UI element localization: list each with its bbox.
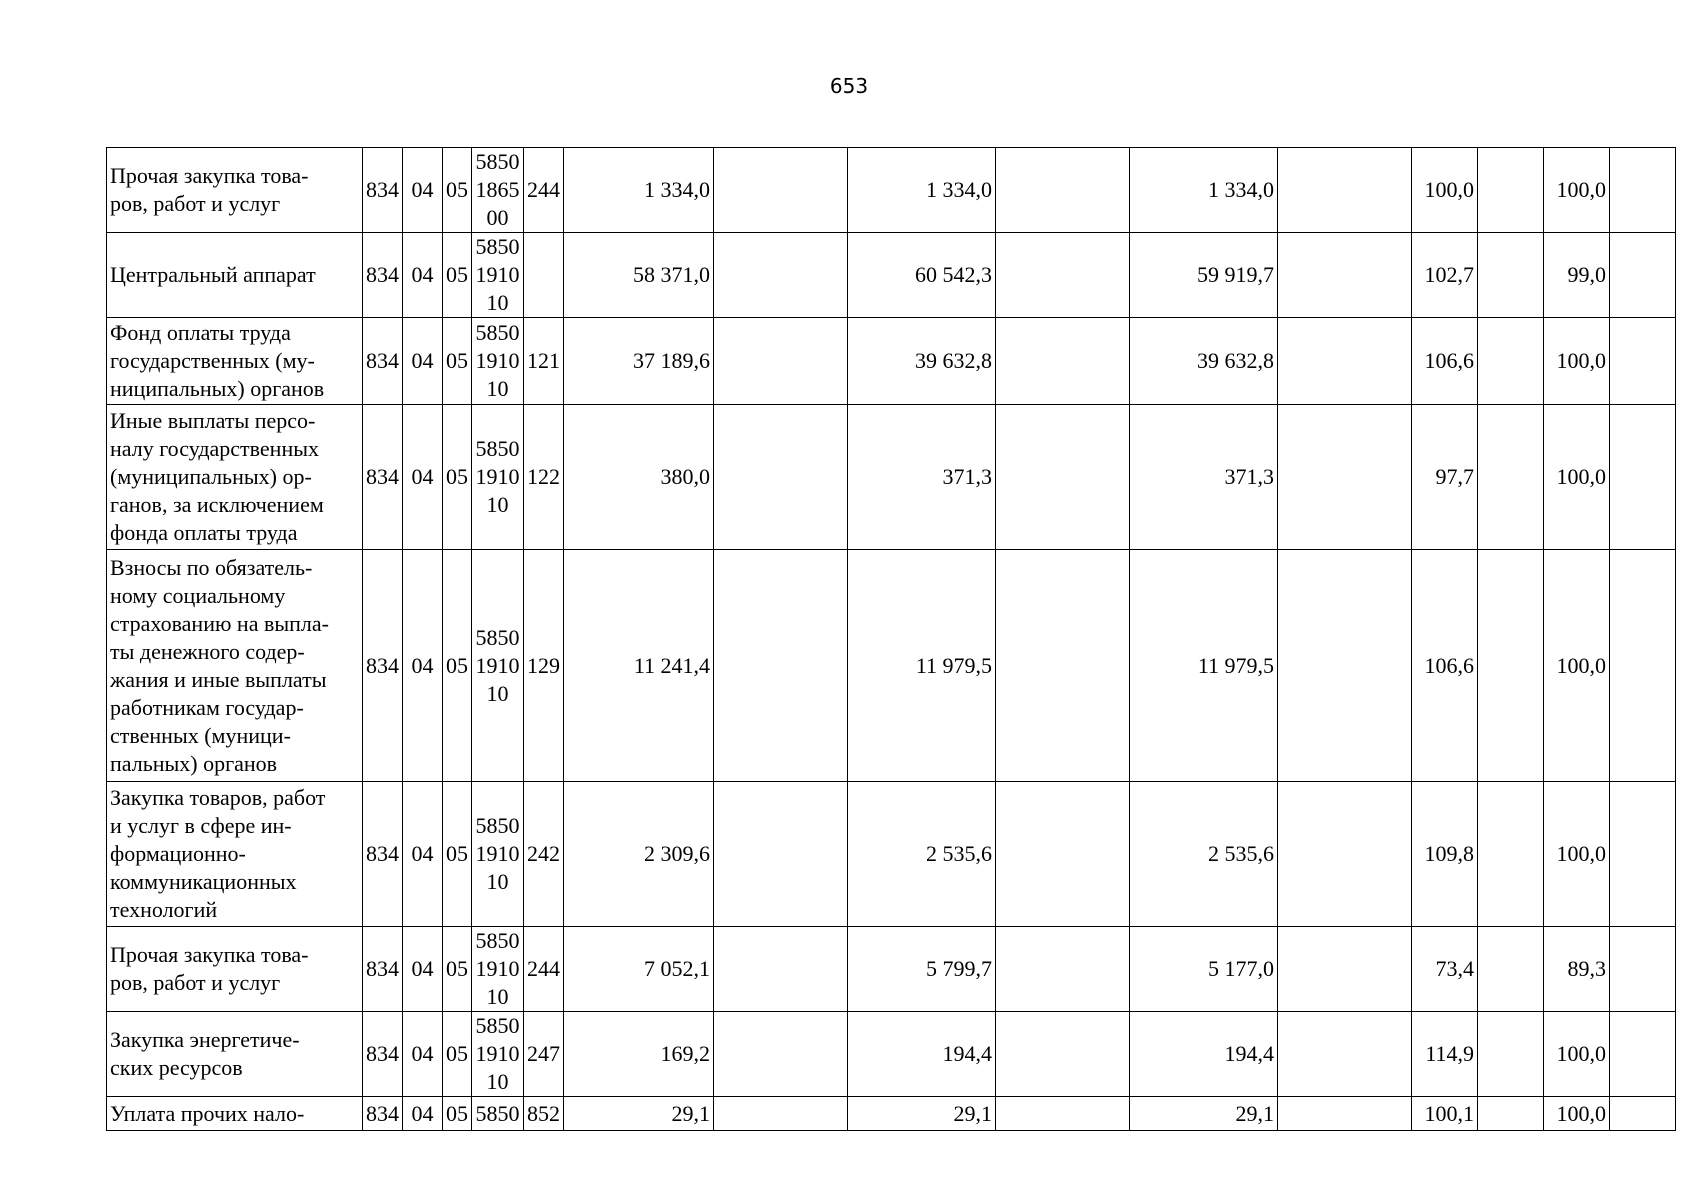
value-2: 39 632,8 [848,318,996,405]
target-article-code-line: 10 [486,869,509,894]
empty-cell [996,550,1130,782]
empty-cell [1478,1012,1544,1097]
row-name-line: пальных) органов [110,750,278,776]
rz-code: 04 [403,1012,443,1097]
row-name-line: работникам государ- [110,694,304,720]
target-article-code-line: 5850 [475,624,520,650]
empty-cell [996,318,1130,405]
value-3: 2 535,6 [1130,782,1278,927]
target-article-code-line: 1910 [475,956,520,981]
target-article-code-line: 1910 [475,348,520,373]
value-1: 169,2 [564,1012,714,1097]
target-article-code [472,405,524,550]
percent-2: 100,0 [1544,1012,1610,1097]
target-article-code-line: 5850 [475,1013,520,1038]
rz-code: 04 [403,1097,443,1131]
row-name-line: ниципальных) органов [110,376,325,401]
value-2: 194,4 [848,1012,996,1097]
target-article-code-line: 1865 [475,177,520,202]
rz-code: 04 [403,927,443,1012]
value-3: 39 632,8 [1130,318,1278,405]
empty-cell [996,405,1130,550]
value-1: 37 189,6 [564,318,714,405]
row-name-line: Фонд оплаты труда [110,320,291,345]
row-name-line: Закупка товаров, работ [110,785,326,810]
empty-cell [1610,927,1676,1012]
rz-code: 04 [403,148,443,233]
table-row [107,927,1676,1012]
target-article-code [472,927,524,1012]
value-3: 371,3 [1130,405,1278,550]
empty-cell [1478,927,1544,1012]
percent-1: 106,6 [1412,318,1478,405]
table-row [107,782,1676,927]
row-name [107,927,363,1012]
row-name [107,550,363,782]
row-name-line: и услуг в сфере ин- [110,813,292,838]
row-name [107,405,363,550]
pr-code: 05 [443,1012,472,1097]
target-article-code-line: 5850 [475,149,520,174]
row-name-line: Взносы по обязатель- [110,554,313,580]
table-row [107,550,1676,782]
empty-cell [996,1097,1130,1131]
empty-cell [714,1012,848,1097]
empty-cell [714,148,848,233]
value-2: 371,3 [848,405,996,550]
target-article-code [472,1097,524,1131]
pr-code: 05 [443,782,472,927]
value-2: 5 799,7 [848,927,996,1012]
expense-type-code: 244 [524,927,564,1012]
row-name-line: ров, работ и услуг [110,970,281,995]
ved-code: 834 [363,148,403,233]
table-row [107,148,1676,233]
pr-code: 05 [443,1097,472,1131]
row-name [107,782,363,927]
value-3: 1 334,0 [1130,148,1278,233]
ved-code: 834 [363,1012,403,1097]
value-1: 7 052,1 [564,927,714,1012]
percent-2: 100,0 [1544,148,1610,233]
empty-cell [1278,405,1412,550]
value-3: 194,4 [1130,1012,1278,1097]
value-3: 11 979,5 [1130,550,1278,782]
percent-1: 114,9 [1412,1012,1478,1097]
target-article-code-line: 5850 [475,436,520,461]
percent-2: 100,0 [1544,1097,1610,1131]
empty-cell [714,318,848,405]
value-1: 29,1 [564,1097,714,1131]
table-row [107,1012,1676,1097]
target-article-code-line: 1910 [475,1041,520,1066]
empty-cell [996,1012,1130,1097]
expense-type-code: 244 [524,148,564,233]
empty-cell [1610,405,1676,550]
ved-code: 834 [363,782,403,927]
table-row [107,233,1676,318]
empty-cell [1478,550,1544,782]
target-article-code-line: 10 [486,290,509,315]
empty-cell [1610,1012,1676,1097]
target-article-code-line: 1910 [475,652,520,678]
empty-cell [1610,318,1676,405]
expense-type-code: 242 [524,782,564,927]
row-name-line: Центральный аппарат [110,262,316,287]
target-article-code-line: 5850 [475,234,520,259]
row-name-line: налу государственных [110,436,320,461]
row-name-line: технологий [110,897,218,922]
value-1: 1 334,0 [564,148,714,233]
empty-cell [1278,782,1412,927]
percent-1: 100,0 [1412,148,1478,233]
empty-cell [714,550,848,782]
target-article-code-line: 00 [486,205,509,230]
target-article-code-line: 5850 [475,928,520,953]
target-article-code [472,1012,524,1097]
ved-code: 834 [363,405,403,550]
row-name-line: ты денежного содер- [110,638,305,664]
percent-1: 73,4 [1412,927,1478,1012]
value-2: 2 535,6 [848,782,996,927]
value-1: 11 241,4 [564,550,714,782]
empty-cell [1478,782,1544,927]
target-article-code [472,550,524,782]
empty-cell [996,782,1130,927]
target-article-code-line: 10 [486,492,509,517]
value-1: 380,0 [564,405,714,550]
target-article-code-line: 1910 [475,262,520,287]
expense-type-code: 122 [524,405,564,550]
empty-cell [996,233,1130,318]
pr-code: 05 [443,148,472,233]
value-3: 59 919,7 [1130,233,1278,318]
empty-cell [1478,233,1544,318]
empty-cell [714,405,848,550]
target-article-code [472,233,524,318]
empty-cell [1478,1097,1544,1131]
percent-1: 109,8 [1412,782,1478,927]
empty-cell [1478,405,1544,550]
percent-2: 89,3 [1544,927,1610,1012]
value-2: 11 979,5 [848,550,996,782]
target-article-code-line: 10 [486,680,509,706]
empty-cell [1610,148,1676,233]
row-name-line: формационно- [110,841,246,866]
empty-cell [1278,550,1412,782]
expense-type-code [524,233,564,318]
row-name-line: фонда оплаты труда [110,520,298,545]
percent-1: 102,7 [1412,233,1478,318]
row-name-line: Прочая закупка това- [110,942,309,967]
value-3: 29,1 [1130,1097,1278,1131]
pr-code: 05 [443,318,472,405]
value-1: 2 309,6 [564,782,714,927]
pr-code: 05 [443,927,472,1012]
row-name-line: (муниципальных) ор- [110,464,312,489]
row-name-line: Иные выплаты персо- [110,408,316,433]
pr-code: 05 [443,233,472,318]
row-name [107,148,363,233]
expense-type-code: 121 [524,318,564,405]
empty-cell [1478,318,1544,405]
target-article-code [472,318,524,405]
expense-type-code: 129 [524,550,564,782]
pr-code: 05 [443,405,472,550]
row-name-line: Уплата прочих нало- [110,1100,305,1126]
value-2: 29,1 [848,1097,996,1131]
value-1: 58 371,0 [564,233,714,318]
empty-cell [1278,1097,1412,1131]
row-name [107,318,363,405]
rz-code: 04 [403,318,443,405]
empty-cell [1278,318,1412,405]
empty-cell [714,233,848,318]
ved-code: 834 [363,233,403,318]
target-article-code [472,782,524,927]
row-name-line: страхованию на выпла- [110,610,329,636]
row-name-line: государственных (му- [110,348,315,373]
empty-cell [1278,148,1412,233]
row-name-line: ров, работ и услуг [110,191,281,216]
percent-2: 100,0 [1544,318,1610,405]
percent-2: 100,0 [1544,782,1610,927]
table-row [107,405,1676,550]
empty-cell [996,148,1130,233]
empty-cell [1610,782,1676,927]
value-2: 60 542,3 [848,233,996,318]
rz-code: 04 [403,233,443,318]
target-article-code [472,148,524,233]
target-article-code-line: 5850 [475,1100,520,1126]
empty-cell [1610,1097,1676,1131]
ved-code: 834 [363,550,403,782]
table-row [107,318,1676,405]
ved-code: 834 [363,318,403,405]
rz-code: 04 [403,405,443,550]
empty-cell [1478,148,1544,233]
target-article-code-line: 10 [486,1069,509,1094]
target-article-code-line: 1910 [475,841,520,866]
percent-2: 99,0 [1544,233,1610,318]
page-number: 653 [829,74,869,98]
value-2: 1 334,0 [848,148,996,233]
percent-1: 106,6 [1412,550,1478,782]
row-name-line: ских ресурсов [110,1055,243,1080]
empty-cell [1610,233,1676,318]
row-name-line: ственных (муници- [110,722,291,748]
budget-table [106,147,1676,1131]
row-name [107,1012,363,1097]
target-article-code-line: 5850 [475,320,520,345]
row-name-line: Закупка энергетиче- [110,1027,300,1052]
row-name-line: Прочая закупка това- [110,163,309,188]
ved-code: 834 [363,1097,403,1131]
rz-code: 04 [403,550,443,782]
pr-code: 05 [443,550,472,782]
percent-1: 97,7 [1412,405,1478,550]
target-article-code-line: 5850 [475,813,520,838]
expense-type-code: 852 [524,1097,564,1131]
expense-type-code: 247 [524,1012,564,1097]
target-article-code-line: 10 [486,376,509,401]
empty-cell [714,927,848,1012]
ved-code: 834 [363,927,403,1012]
empty-cell [1610,550,1676,782]
empty-cell [1278,233,1412,318]
target-article-code-line: 10 [486,984,509,1009]
value-3: 5 177,0 [1130,927,1278,1012]
row-name-line: жания и иные выплаты [110,666,327,692]
row-name [107,233,363,318]
percent-1: 100,1 [1412,1097,1478,1131]
empty-cell [1278,1012,1412,1097]
empty-cell [714,782,848,927]
percent-2: 100,0 [1544,405,1610,550]
table-body [107,148,1676,1131]
rz-code: 04 [403,782,443,927]
percent-2: 100,0 [1544,550,1610,782]
row-name [107,1097,363,1131]
empty-cell [1278,927,1412,1012]
target-article-code-line: 1910 [475,464,520,489]
empty-cell [996,927,1130,1012]
row-name-line: ганов, за исключением [110,492,324,517]
table-row [107,1097,1676,1131]
row-name-line: ному социальному [110,582,286,608]
row-name-line: коммуникационных [110,869,297,894]
empty-cell [714,1097,848,1131]
